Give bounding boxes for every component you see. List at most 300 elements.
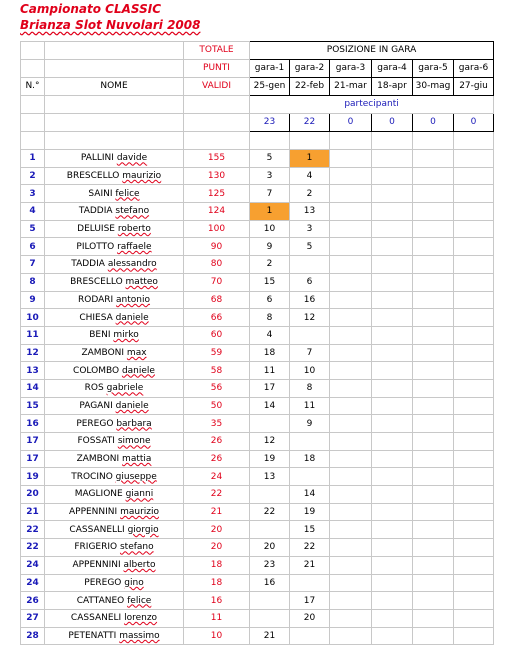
race-5-result: [413, 238, 454, 256]
last-name: ZAMBONI: [76, 454, 120, 465]
race-4-result: [372, 574, 413, 592]
race-3-result: [330, 256, 372, 274]
race-1-result: 11: [250, 362, 290, 380]
points-cell: 16: [184, 592, 250, 610]
race-4-result: [372, 291, 413, 309]
table-row: [21, 433, 494, 451]
first-name: massimo: [119, 630, 160, 641]
race-3-result: [330, 415, 372, 433]
points-cell: 100: [184, 220, 250, 238]
participants-count: 0: [372, 114, 413, 132]
race-3-result: [330, 291, 372, 309]
first-name: roberto: [117, 224, 151, 235]
race-date: 18-apr: [372, 78, 413, 96]
race-2-result: 10: [290, 362, 330, 380]
name-cell: [45, 220, 184, 238]
race-date: 30-mag: [413, 78, 454, 96]
table-row: [21, 203, 494, 221]
spacer-cell: [330, 132, 372, 150]
name-cell: [45, 539, 184, 557]
race-date: 25-gen: [250, 78, 290, 96]
race-3-result: [330, 486, 372, 504]
race-1-result: 13: [250, 468, 290, 486]
race-6-result: [454, 521, 494, 539]
spacer-row: [21, 132, 494, 150]
race-4-result: [372, 468, 413, 486]
race-6-result: [454, 574, 494, 592]
points-cell: 70: [184, 273, 250, 291]
race-2-result: 13: [290, 203, 330, 221]
name-cell: [45, 468, 184, 486]
race-4-result: [372, 309, 413, 327]
last-name: PAGANI: [79, 400, 113, 411]
position-cell: 7: [21, 256, 45, 274]
first-name: giorgio: [127, 524, 159, 535]
position-cell: 20: [21, 486, 45, 504]
name-cell: [45, 291, 184, 309]
first-name: gabriele: [106, 383, 144, 394]
race-5-result: [413, 291, 454, 309]
points-cell: 21: [184, 503, 250, 521]
race-5-result: [413, 627, 454, 645]
race-1-result: 3: [250, 167, 290, 185]
position-cell: 10: [21, 309, 45, 327]
last-name: SAINI: [88, 188, 113, 199]
race-1-result: 5: [250, 150, 290, 168]
race-6-result: [454, 539, 494, 557]
race-1-result: 22: [250, 503, 290, 521]
position-cell: 28: [21, 627, 45, 645]
race-5-result: [413, 203, 454, 221]
position-cell: 26: [21, 592, 45, 610]
race-1-result: 2: [250, 256, 290, 274]
last-name: CASSANELLI: [69, 524, 125, 535]
points-cell: 90: [184, 238, 250, 256]
table-row: [21, 415, 494, 433]
race-6-result: [454, 150, 494, 168]
points-cell: 68: [184, 291, 250, 309]
race-6-result: [454, 167, 494, 185]
points-cell: 22: [184, 486, 250, 504]
race-2-result: 9: [290, 415, 330, 433]
table-row: [21, 344, 494, 362]
race-4-result: [372, 150, 413, 168]
race-4-result: [372, 486, 413, 504]
race-4-result: [372, 273, 413, 291]
points-cell: 80: [184, 256, 250, 274]
race-5-result: [413, 556, 454, 574]
first-name: simone: [117, 436, 151, 447]
first-name: gianni: [125, 489, 154, 500]
race-2-result: [290, 627, 330, 645]
race-3-result: [330, 556, 372, 574]
race-1-result: 20: [250, 539, 290, 557]
race-2-result: 8: [290, 379, 330, 397]
race-date: 21-mar: [330, 78, 372, 96]
position-cell: 17: [21, 450, 45, 468]
race-6-result: [454, 273, 494, 291]
last-name: BRESCELLO: [66, 171, 120, 182]
race-5-result: [413, 150, 454, 168]
race-3-result: [330, 273, 372, 291]
race-5-result: [413, 273, 454, 291]
race-4-result: [372, 415, 413, 433]
race-4-result: [372, 326, 413, 344]
race-6-result: [454, 238, 494, 256]
points-cell: 66: [184, 309, 250, 327]
position-cell: 8: [21, 273, 45, 291]
race-5-result: [413, 362, 454, 380]
race-5-result: [413, 574, 454, 592]
first-name: raffaele: [117, 241, 152, 252]
last-name: FOSSATI: [77, 436, 115, 447]
header-cell: [45, 114, 184, 132]
first-name: davide: [116, 153, 148, 164]
race-6-result: [454, 486, 494, 504]
race-2-result: 18: [290, 450, 330, 468]
points-cell: 35: [184, 415, 250, 433]
name-cell: [45, 150, 184, 168]
race-4-result: [372, 220, 413, 238]
race-4-result: [372, 167, 413, 185]
race-3-result: [330, 433, 372, 451]
race-1-result: 15: [250, 273, 290, 291]
race-5-result: [413, 309, 454, 327]
race-3-result: [330, 379, 372, 397]
points-cell: 130: [184, 167, 250, 185]
position-cell: 17: [21, 433, 45, 451]
name-cell: [45, 521, 184, 539]
points-header-line-2: PUNTI: [184, 60, 250, 78]
name-cell: [45, 379, 184, 397]
race-2-result: 6: [290, 273, 330, 291]
points-cell: 50: [184, 397, 250, 415]
race-1-result: 17: [250, 379, 290, 397]
race-2-result: 2: [290, 185, 330, 203]
table-row: [21, 592, 494, 610]
race-2-result: 12: [290, 309, 330, 327]
participants-count: 22: [290, 114, 330, 132]
table-row: [21, 521, 494, 539]
race-6-result: [454, 415, 494, 433]
race-6-result: [454, 503, 494, 521]
last-name: APPENNINI: [72, 560, 121, 571]
table-body: [21, 42, 494, 645]
race-6-result: [454, 185, 494, 203]
race-4-result: [372, 556, 413, 574]
table-row: [21, 273, 494, 291]
header-cell: [21, 42, 45, 60]
table-row: [21, 539, 494, 557]
first-name: maurizio: [120, 507, 159, 518]
race-1-result: 16: [250, 574, 290, 592]
race-2-result: [290, 256, 330, 274]
table-row: [21, 150, 494, 168]
race-2-result: 5: [290, 238, 330, 256]
name-cell: [45, 450, 184, 468]
first-name: mirko: [113, 330, 139, 341]
sheet-subtitle: Brianza Slot Nuvolari 2008: [20, 18, 201, 32]
last-name: RODARI: [77, 294, 114, 305]
last-name: PILOTTO: [76, 241, 115, 252]
race-1-result: 19: [250, 450, 290, 468]
race-5-result: [413, 450, 454, 468]
name-cell: [45, 609, 184, 627]
participants-label: partecipanti: [250, 96, 494, 114]
position-cell: 6: [21, 238, 45, 256]
race-5-result: [413, 379, 454, 397]
name-cell: [45, 574, 184, 592]
race-4-result: [372, 379, 413, 397]
name-cell: [45, 397, 184, 415]
first-name: daniele: [115, 312, 149, 323]
points-cell: 60: [184, 326, 250, 344]
race-5-result: [413, 415, 454, 433]
last-name: ROS: [84, 383, 104, 394]
position-cell: 11: [21, 326, 45, 344]
race-6-result: [454, 627, 494, 645]
last-name: PETENATTI: [68, 630, 117, 641]
race-1-result: 6: [250, 291, 290, 309]
header-cell: [45, 60, 184, 78]
race-2-result: 21: [290, 556, 330, 574]
race-5-result: [413, 539, 454, 557]
race-5-result: [413, 256, 454, 274]
race-name: gara-4: [372, 60, 413, 78]
race-1-result: [250, 592, 290, 610]
race-5-result: [413, 433, 454, 451]
spacer-cell: [454, 132, 494, 150]
position-cell: 3: [21, 185, 45, 203]
name-cell: [45, 185, 184, 203]
race-3-result: [330, 539, 372, 557]
points-header-line-3: VALIDI: [184, 78, 250, 96]
race-4-result: [372, 185, 413, 203]
last-name: PEREGO: [84, 577, 122, 588]
table-row: [21, 450, 494, 468]
points-cell: 24: [184, 468, 250, 486]
race-2-result: 19: [290, 503, 330, 521]
race-5-result: [413, 503, 454, 521]
race-1-result: 4: [250, 326, 290, 344]
header-cell: [21, 114, 45, 132]
race-3-result: [330, 326, 372, 344]
last-name: DELUISE: [77, 224, 115, 235]
last-name: CATTANEO: [76, 595, 125, 606]
position-cell: 14: [21, 379, 45, 397]
first-name: barbara: [116, 418, 152, 429]
race-3-result: [330, 309, 372, 327]
name-header: NOME: [45, 78, 184, 96]
first-name: stefano: [115, 206, 150, 217]
table-row: [21, 556, 494, 574]
race-2-result: [290, 468, 330, 486]
last-name: FRIGERIO: [74, 542, 118, 553]
race-4-result: [372, 503, 413, 521]
race-1-result: 18: [250, 344, 290, 362]
race-3-result: [330, 468, 372, 486]
first-name: stefano: [119, 542, 154, 553]
race-name: gara-3: [330, 60, 372, 78]
points-cell: 124: [184, 203, 250, 221]
race-4-result: [372, 362, 413, 380]
race-1-result: 14: [250, 397, 290, 415]
name-cell: [45, 344, 184, 362]
table-row: [21, 309, 494, 327]
race-3-result: [330, 167, 372, 185]
table-row: [21, 486, 494, 504]
position-cell: 27: [21, 609, 45, 627]
race-6-result: [454, 433, 494, 451]
points-cell: 20: [184, 539, 250, 557]
last-name: TADDIA: [78, 206, 113, 217]
points-cell: 26: [184, 433, 250, 451]
race-1-result: [250, 521, 290, 539]
race-position-header: POSIZIONE IN GARA: [250, 42, 494, 60]
race-5-result: [413, 220, 454, 238]
name-cell: [45, 592, 184, 610]
race-6-result: [454, 256, 494, 274]
race-3-result: [330, 238, 372, 256]
name-cell: [45, 326, 184, 344]
header-cell: [45, 42, 184, 60]
points-cell: 155: [184, 150, 250, 168]
race-3-result: [330, 203, 372, 221]
spacer-cell: [45, 132, 184, 150]
first-name: gino: [124, 577, 144, 588]
race-4-result: [372, 521, 413, 539]
race-name: gara-5: [413, 60, 454, 78]
race-2-result: 20: [290, 609, 330, 627]
table-row: [21, 397, 494, 415]
race-date: 22-feb: [290, 78, 330, 96]
race-2-result: 4: [290, 167, 330, 185]
first-name: alberto: [123, 560, 156, 571]
position-cell: 21: [21, 503, 45, 521]
last-name: TADDIA: [71, 259, 105, 270]
race-5-result: [413, 486, 454, 504]
race-3-result: [330, 150, 372, 168]
race-3-result: [330, 503, 372, 521]
race-6-result: [454, 468, 494, 486]
race-3-result: [330, 627, 372, 645]
name-cell: [45, 486, 184, 504]
position-cell: 9: [21, 291, 45, 309]
standings-table: [20, 41, 494, 645]
race-2-result: 15: [290, 521, 330, 539]
race-2-result: [290, 433, 330, 451]
table-row: [21, 256, 494, 274]
race-3-result: [330, 362, 372, 380]
race-4-result: [372, 609, 413, 627]
points-cell: 56: [184, 379, 250, 397]
race-2-result: [290, 574, 330, 592]
race-2-result: 7: [290, 344, 330, 362]
race-6-result: [454, 326, 494, 344]
race-5-result: [413, 592, 454, 610]
last-name: APPENNINI: [68, 507, 118, 518]
race-5-result: [413, 468, 454, 486]
race-1-result: 10: [250, 220, 290, 238]
table-row: [21, 220, 494, 238]
position-cell: 24: [21, 574, 45, 592]
last-name: PEREGO: [76, 418, 114, 429]
last-name: CHIESA: [79, 312, 113, 323]
table-row: [21, 238, 494, 256]
race-2-result: 16: [290, 291, 330, 309]
race-2-result: 11: [290, 397, 330, 415]
points-cell: 11: [184, 609, 250, 627]
race-5-result: [413, 344, 454, 362]
spacer-cell: [413, 132, 454, 150]
last-name: TROCINO: [71, 471, 113, 482]
first-name: giuseppe: [115, 471, 157, 482]
race-date: 27-giu: [454, 78, 494, 96]
race-4-result: [372, 592, 413, 610]
race-4-result: [372, 627, 413, 645]
first-name: max: [126, 347, 147, 358]
first-name: felice: [115, 188, 140, 199]
position-cell: 13: [21, 362, 45, 380]
race-3-result: [330, 574, 372, 592]
race-3-result: [330, 592, 372, 610]
name-cell: [45, 556, 184, 574]
position-cell: 24: [21, 556, 45, 574]
race-5-result: [413, 326, 454, 344]
race-1-result: [250, 415, 290, 433]
table-row: [21, 468, 494, 486]
race-6-result: [454, 450, 494, 468]
points-header-line-1: TOTALE: [184, 42, 250, 60]
race-6-result: [454, 397, 494, 415]
table-row: [21, 326, 494, 344]
race-2-result: [290, 326, 330, 344]
race-2-result: 3: [290, 220, 330, 238]
spacer-cell: [250, 132, 290, 150]
race-4-result: [372, 256, 413, 274]
table-row: [21, 503, 494, 521]
name-cell: [45, 238, 184, 256]
race-2-result: 14: [290, 486, 330, 504]
race-2-result: 17: [290, 592, 330, 610]
position-cell: 1: [21, 150, 45, 168]
points-cell: 18: [184, 556, 250, 574]
race-3-result: [330, 609, 372, 627]
last-name: ZAMBONI: [81, 347, 125, 358]
participants-count: 23: [250, 114, 290, 132]
title-block: [20, 1, 200, 33]
name-cell: [45, 627, 184, 645]
table-row: [21, 362, 494, 380]
race-4-result: [372, 433, 413, 451]
race-6-result: [454, 220, 494, 238]
header-row-1: [21, 42, 494, 60]
race-2-result: 1: [290, 150, 330, 168]
race-1-result: [250, 609, 290, 627]
race-1-result: 9: [250, 238, 290, 256]
first-name: maurizio: [122, 171, 162, 182]
race-3-result: [330, 450, 372, 468]
race-3-result: [330, 344, 372, 362]
participants-label-row: [21, 96, 494, 114]
header-cell: [21, 96, 45, 114]
race-3-result: [330, 521, 372, 539]
race-1-result: 7: [250, 185, 290, 203]
race-6-result: [454, 609, 494, 627]
first-name: daniele: [115, 400, 149, 411]
name-cell: [45, 256, 184, 274]
table-row: [21, 291, 494, 309]
